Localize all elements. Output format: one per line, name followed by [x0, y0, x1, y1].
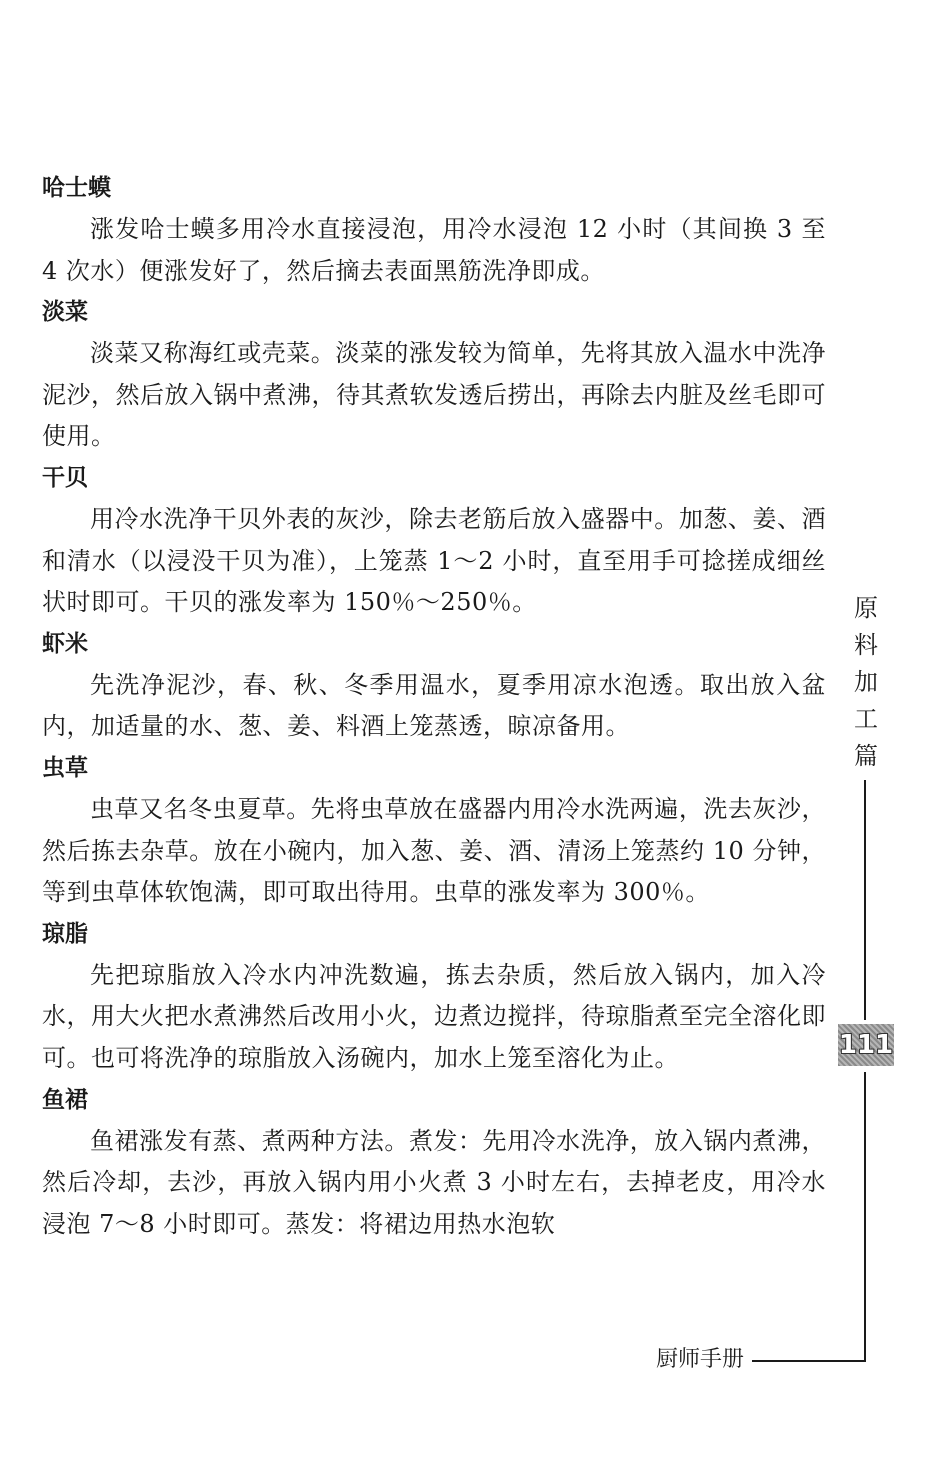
entry-body: 鱼裙涨发有蒸、煮两种方法。煮发：先用冷水洗净，放入锅内煮沸，然后冷却，去沙，再放入锅内用小火煮 3 小时左右，去掉老皮，用冷水浸泡 7～8 小时即可。蒸发：将裙边用热水泡软 — [42, 1126, 826, 1238]
sidebar-divider-upper — [864, 780, 866, 1020]
entry-title: 哈士蟆 — [42, 175, 111, 201]
footer-rule — [752, 1360, 866, 1362]
entry-title: 鱼裙 — [42, 1086, 88, 1113]
section-label: 原料加工篇 — [854, 594, 878, 770]
entry-title: 淡菜 — [42, 299, 88, 326]
entry-title: 干贝 — [42, 464, 88, 491]
main-content — [42, 168, 826, 1245]
entry-title: 虫草 — [42, 754, 88, 781]
entry-body: 用冷水洗净干贝外表的灰沙，除去老筋后放入盛器中。加葱、姜、酒和清水（以浸没干贝为准），上笼蒸 1～2 小时，直至用手可捻搓成细丝状时即可。干贝的涨发率为 150％～250％。 — [42, 504, 826, 617]
page-number-badge: 111 — [838, 1024, 894, 1066]
entry-title: 虾米 — [42, 630, 88, 657]
entry-body: 先把琼脂放入冷水内冲洗数遍，拣去杂质，然后放入锅内，加入冷水，用大火把水煮沸然后改用小火，边煮边搅拌，待琼脂煮至完全溶化即可。也可将洗净的琼脂放入汤碗内，加水上笼至溶化为止。 — [42, 960, 826, 1072]
entry-body: 涨发哈士蟆多用冷水直接浸泡，用冷水浸泡 12 小时（其间换 3 至 4 次水）便涨发好了，然后摘去表面黑筋洗净即成。 — [42, 215, 826, 285]
entry-title: 琼脂 — [42, 920, 88, 947]
sidebar-divider-lower — [864, 1072, 866, 1362]
entry-body: 淡菜又称海红或壳菜。淡菜的涨发较为简单，先将其放入温水中洗净泥沙，然后放入锅中煮沸，待其煮软发透后捞出，再除去内脏及丝毛即可使用。 — [42, 339, 826, 451]
footer-book-title: 厨师手册 — [656, 1345, 748, 1375]
entry-body: 先洗净泥沙，春、秋、冬季用温水，夏季用凉水泡透。取出放入盆内，加适量的水、葱、姜、料酒上笼蒸透，晾凉备用。 — [42, 670, 826, 741]
entry-body: 虫草又名冬虫夏草。先将虫草放在盛器内用冷水洗两遍，洗去灰沙，然后拣去杂草。放在小碗内，加入葱、姜、酒、清汤上笼蒸约 10 分钟，等到虫草体软饱满，即可取出待用。虫草的涨发率为 300％。 — [42, 794, 826, 907]
